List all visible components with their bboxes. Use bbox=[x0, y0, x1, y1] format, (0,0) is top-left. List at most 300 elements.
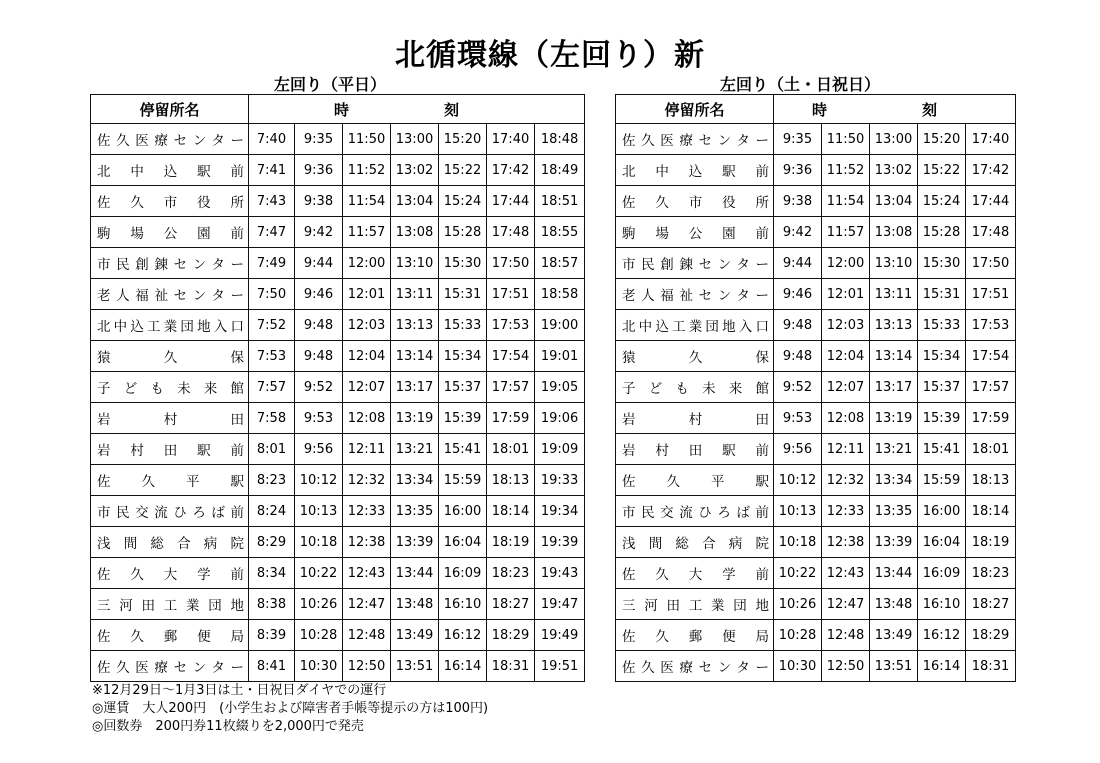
stop-name-cell: 佐久医療センター bbox=[616, 124, 774, 155]
time-cell: 11:54 bbox=[343, 186, 391, 217]
time-cell: 15:20 bbox=[918, 124, 966, 155]
time-cell: 13:04 bbox=[391, 186, 439, 217]
time-cell: 13:21 bbox=[391, 434, 439, 465]
time-cell: 13:39 bbox=[870, 527, 918, 558]
stop-name-cell: 子ども未来館 bbox=[616, 372, 774, 403]
weekday-subtitle: 左回り（平日） bbox=[273, 75, 386, 94]
time-cell: 13:35 bbox=[870, 496, 918, 527]
table-row bbox=[616, 558, 1016, 589]
time-cell: 18:55 bbox=[535, 217, 585, 248]
time-cell: 16:14 bbox=[439, 651, 487, 682]
stop-name-cell: 佐久大学前 bbox=[616, 558, 774, 589]
time-cell: 13:14 bbox=[391, 341, 439, 372]
notes bbox=[92, 682, 488, 736]
time-cell: 7:58 bbox=[249, 403, 295, 434]
time-cell: 19:01 bbox=[535, 341, 585, 372]
time-cell: 9:42 bbox=[295, 217, 343, 248]
time-cell: 15:59 bbox=[918, 465, 966, 496]
table-row bbox=[91, 279, 585, 310]
time-cell: 15:28 bbox=[439, 217, 487, 248]
time-cell: 13:49 bbox=[870, 620, 918, 651]
time-cell: 17:57 bbox=[966, 372, 1016, 403]
time-cell: 12:08 bbox=[343, 403, 391, 434]
time-cell: 13:02 bbox=[391, 155, 439, 186]
time-cell: 12:47 bbox=[343, 589, 391, 620]
time-cell: 9:38 bbox=[774, 186, 822, 217]
time-cell: 12:43 bbox=[343, 558, 391, 589]
stop-name-cell: 三河田工業団地 bbox=[91, 589, 249, 620]
time-cell: 18:13 bbox=[966, 465, 1016, 496]
time-cell: 12:33 bbox=[343, 496, 391, 527]
time-cell: 18:51 bbox=[535, 186, 585, 217]
time-cell: 15:37 bbox=[918, 372, 966, 403]
time-cell: 11:52 bbox=[822, 155, 870, 186]
time-cell: 17:44 bbox=[966, 186, 1016, 217]
time-cell: 19:34 bbox=[535, 496, 585, 527]
time-cell: 18:31 bbox=[966, 651, 1016, 682]
weekday-timetable bbox=[90, 94, 585, 682]
time-cell: 9:35 bbox=[774, 124, 822, 155]
stop-name-cell: 市民創錬センター bbox=[91, 248, 249, 279]
time-cell: 15:31 bbox=[439, 279, 487, 310]
time-cell: 13:51 bbox=[870, 651, 918, 682]
time-cell: 19:06 bbox=[535, 403, 585, 434]
time-cell: 16:09 bbox=[439, 558, 487, 589]
time-cell: 18:23 bbox=[487, 558, 535, 589]
time-cell: 9:44 bbox=[774, 248, 822, 279]
time-cell: 8:39 bbox=[249, 620, 295, 651]
time-cell: 13:44 bbox=[870, 558, 918, 589]
time-cell: 13:13 bbox=[870, 310, 918, 341]
time-cell: 10:30 bbox=[774, 651, 822, 682]
time-cell: 12:50 bbox=[343, 651, 391, 682]
time-cell: 17:48 bbox=[487, 217, 535, 248]
time-cell: 13:08 bbox=[391, 217, 439, 248]
table-row bbox=[91, 620, 585, 651]
time-cell: 17:50 bbox=[487, 248, 535, 279]
time-cell: 18:13 bbox=[487, 465, 535, 496]
stop-name-cell: 浅間総合病院 bbox=[91, 527, 249, 558]
table-row bbox=[91, 589, 585, 620]
stop-name-cell: 佐久大学前 bbox=[91, 558, 249, 589]
time-cell: 10:18 bbox=[774, 527, 822, 558]
table-row bbox=[91, 341, 585, 372]
table-row bbox=[616, 434, 1016, 465]
time-cell: 16:00 bbox=[439, 496, 487, 527]
time-cell: 15:41 bbox=[439, 434, 487, 465]
stop-name-cell: 老人福祉センター bbox=[616, 279, 774, 310]
time-cell: 16:12 bbox=[439, 620, 487, 651]
table-row bbox=[616, 527, 1016, 558]
time-cell: 19:39 bbox=[535, 527, 585, 558]
time-cell: 12:32 bbox=[822, 465, 870, 496]
table-row bbox=[91, 217, 585, 248]
stop-name-cell: 駒場公園前 bbox=[91, 217, 249, 248]
table-row bbox=[616, 155, 1016, 186]
time-cell: 9:48 bbox=[295, 341, 343, 372]
page-title: 北循環線（左回り）新 bbox=[395, 38, 705, 73]
time-cell: 13:44 bbox=[391, 558, 439, 589]
stop-name-cell: 浅間総合病院 bbox=[616, 527, 774, 558]
table-row bbox=[91, 558, 585, 589]
note-coupon: ◎回数券 200円券11枚綴りを2,000円で発売 bbox=[92, 719, 364, 734]
table-row bbox=[616, 310, 1016, 341]
time-cell: 10:18 bbox=[295, 527, 343, 558]
time-cell: 7:49 bbox=[249, 248, 295, 279]
time-cell: 8:34 bbox=[249, 558, 295, 589]
time-cell: 17:54 bbox=[487, 341, 535, 372]
time-cell: 17:59 bbox=[487, 403, 535, 434]
stop-name-cell: 市民交流ひろば前 bbox=[616, 496, 774, 527]
time-cell: 7:40 bbox=[249, 124, 295, 155]
time-cell: 13:17 bbox=[870, 372, 918, 403]
time-cell: 12:33 bbox=[822, 496, 870, 527]
time-cell: 11:57 bbox=[822, 217, 870, 248]
time-cell: 18:58 bbox=[535, 279, 585, 310]
time-cell: 17:50 bbox=[966, 248, 1016, 279]
time-cell: 19:33 bbox=[535, 465, 585, 496]
time-cell: 13:00 bbox=[870, 124, 918, 155]
time-cell: 16:10 bbox=[439, 589, 487, 620]
time-cell: 18:27 bbox=[966, 589, 1016, 620]
time-cell: 9:48 bbox=[774, 310, 822, 341]
time-cell: 18:27 bbox=[487, 589, 535, 620]
time-cell: 18:29 bbox=[966, 620, 1016, 651]
time-cell: 10:30 bbox=[295, 651, 343, 682]
time-column-header: 時 刻 bbox=[774, 95, 1016, 124]
time-cell: 15:41 bbox=[918, 434, 966, 465]
time-cell: 13:35 bbox=[391, 496, 439, 527]
time-cell: 12:50 bbox=[822, 651, 870, 682]
time-cell: 12:01 bbox=[343, 279, 391, 310]
time-cell: 16:10 bbox=[918, 589, 966, 620]
stop-name-cell: 佐久医療センター bbox=[91, 651, 249, 682]
time-cell: 8:23 bbox=[249, 465, 295, 496]
time-cell: 13:10 bbox=[391, 248, 439, 279]
stop-name-cell: 市民創錬センター bbox=[616, 248, 774, 279]
table-row bbox=[616, 403, 1016, 434]
time-cell: 17:48 bbox=[966, 217, 1016, 248]
table-row bbox=[91, 186, 585, 217]
time-cell: 13:08 bbox=[870, 217, 918, 248]
time-cell: 13:17 bbox=[391, 372, 439, 403]
time-cell: 13:02 bbox=[870, 155, 918, 186]
time-cell: 12:00 bbox=[343, 248, 391, 279]
note-fare: ◎運賃 大人200円 (小学生および障害者手帳等提示の方は100円) bbox=[92, 701, 489, 716]
stop-name-cell: 佐久医療センター bbox=[616, 651, 774, 682]
stop-name-cell: 老人福祉センター bbox=[91, 279, 249, 310]
time-cell: 16:04 bbox=[439, 527, 487, 558]
table-row bbox=[91, 124, 585, 155]
time-cell: 15:31 bbox=[918, 279, 966, 310]
time-cell: 15:22 bbox=[918, 155, 966, 186]
time-cell: 9:44 bbox=[295, 248, 343, 279]
time-cell: 18:14 bbox=[966, 496, 1016, 527]
stop-name-cell: 佐久市役所 bbox=[616, 186, 774, 217]
table-row bbox=[616, 372, 1016, 403]
time-cell: 18:49 bbox=[535, 155, 585, 186]
time-cell: 15:59 bbox=[439, 465, 487, 496]
time-cell: 9:46 bbox=[295, 279, 343, 310]
time-cell: 12:48 bbox=[822, 620, 870, 651]
time-cell: 9:53 bbox=[295, 403, 343, 434]
time-cell: 12:04 bbox=[343, 341, 391, 372]
time-cell: 12:32 bbox=[343, 465, 391, 496]
time-cell: 15:34 bbox=[918, 341, 966, 372]
time-cell: 12:38 bbox=[822, 527, 870, 558]
time-cell: 19:00 bbox=[535, 310, 585, 341]
time-cell: 12:11 bbox=[343, 434, 391, 465]
table-row bbox=[91, 155, 585, 186]
time-cell: 15:33 bbox=[918, 310, 966, 341]
time-cell: 9:48 bbox=[295, 310, 343, 341]
time-cell: 17:40 bbox=[487, 124, 535, 155]
time-cell: 17:42 bbox=[966, 155, 1016, 186]
table-row bbox=[616, 620, 1016, 651]
stop-name-cell: 岩村田駅前 bbox=[616, 434, 774, 465]
time-cell: 10:13 bbox=[295, 496, 343, 527]
time-cell: 17:53 bbox=[487, 310, 535, 341]
stop-name-cell: 佐久平駅 bbox=[616, 465, 774, 496]
stop-name-cell: 北中込工業団地入口 bbox=[616, 310, 774, 341]
table-row bbox=[616, 651, 1016, 682]
stop-name-cell: 三河田工業団地 bbox=[616, 589, 774, 620]
time-cell: 18:01 bbox=[487, 434, 535, 465]
time-cell: 16:12 bbox=[918, 620, 966, 651]
time-cell: 13:48 bbox=[391, 589, 439, 620]
stop-column-header: 停留所名 bbox=[616, 95, 774, 124]
stop-name-cell: 佐久市役所 bbox=[91, 186, 249, 217]
stop-name-cell: 佐久郵便局 bbox=[91, 620, 249, 651]
time-cell: 15:22 bbox=[439, 155, 487, 186]
time-cell: 17:54 bbox=[966, 341, 1016, 372]
table-row bbox=[91, 496, 585, 527]
time-cell: 10:13 bbox=[774, 496, 822, 527]
time-cell: 10:28 bbox=[295, 620, 343, 651]
time-cell: 7:41 bbox=[249, 155, 295, 186]
time-cell: 15:30 bbox=[439, 248, 487, 279]
time-cell: 12:07 bbox=[343, 372, 391, 403]
time-cell: 12:38 bbox=[343, 527, 391, 558]
time-cell: 7:57 bbox=[249, 372, 295, 403]
note-holiday-schedule: ※12月29日～1月3日は土・日祝日ダイヤでの運行 bbox=[92, 683, 387, 698]
stop-name-cell: 猿久保 bbox=[616, 341, 774, 372]
time-cell: 12:43 bbox=[822, 558, 870, 589]
table-row bbox=[91, 248, 585, 279]
stop-name-cell: 佐久医療センター bbox=[91, 124, 249, 155]
time-cell: 17:57 bbox=[487, 372, 535, 403]
time-cell: 15:28 bbox=[918, 217, 966, 248]
time-cell: 13:04 bbox=[870, 186, 918, 217]
time-cell: 13:11 bbox=[391, 279, 439, 310]
time-cell: 18:29 bbox=[487, 620, 535, 651]
time-cell: 19:51 bbox=[535, 651, 585, 682]
table-row bbox=[616, 279, 1016, 310]
time-cell: 19:49 bbox=[535, 620, 585, 651]
time-cell: 9:52 bbox=[774, 372, 822, 403]
time-cell: 12:00 bbox=[822, 248, 870, 279]
time-cell: 13:34 bbox=[391, 465, 439, 496]
time-cell: 13:39 bbox=[391, 527, 439, 558]
time-cell: 12:04 bbox=[822, 341, 870, 372]
stop-name-cell: 市民交流ひろば前 bbox=[91, 496, 249, 527]
time-cell: 9:53 bbox=[774, 403, 822, 434]
time-cell: 19:43 bbox=[535, 558, 585, 589]
stop-name-cell: 岩村田 bbox=[91, 403, 249, 434]
holiday-subtitle: 左回り（土・日祝日） bbox=[719, 75, 880, 94]
time-cell: 10:22 bbox=[295, 558, 343, 589]
time-cell: 10:22 bbox=[774, 558, 822, 589]
time-cell: 11:57 bbox=[343, 217, 391, 248]
time-cell: 12:07 bbox=[822, 372, 870, 403]
time-cell: 9:46 bbox=[774, 279, 822, 310]
time-cell: 13:21 bbox=[870, 434, 918, 465]
time-cell: 12:03 bbox=[343, 310, 391, 341]
table-header-row bbox=[616, 95, 1016, 124]
time-cell: 13:19 bbox=[870, 403, 918, 434]
time-cell: 19:05 bbox=[535, 372, 585, 403]
time-cell: 8:38 bbox=[249, 589, 295, 620]
time-cell: 9:38 bbox=[295, 186, 343, 217]
time-cell: 15:34 bbox=[439, 341, 487, 372]
time-cell: 7:50 bbox=[249, 279, 295, 310]
time-cell: 11:52 bbox=[343, 155, 391, 186]
table-row bbox=[91, 403, 585, 434]
time-cell: 12:01 bbox=[822, 279, 870, 310]
weekday-rows bbox=[91, 124, 585, 682]
time-cell: 9:56 bbox=[295, 434, 343, 465]
table-row bbox=[91, 465, 585, 496]
time-cell: 13:10 bbox=[870, 248, 918, 279]
time-cell: 9:42 bbox=[774, 217, 822, 248]
time-cell: 18:31 bbox=[487, 651, 535, 682]
time-cell: 10:26 bbox=[295, 589, 343, 620]
time-cell: 11:50 bbox=[343, 124, 391, 155]
time-cell: 18:23 bbox=[966, 558, 1016, 589]
time-cell: 17:51 bbox=[966, 279, 1016, 310]
time-cell: 17:59 bbox=[966, 403, 1016, 434]
stop-name-cell: 北中込駅前 bbox=[91, 155, 249, 186]
time-cell: 17:51 bbox=[487, 279, 535, 310]
time-cell: 15:24 bbox=[439, 186, 487, 217]
stop-name-cell: 駒場公園前 bbox=[616, 217, 774, 248]
time-cell: 18:14 bbox=[487, 496, 535, 527]
time-cell: 13:19 bbox=[391, 403, 439, 434]
time-cell: 12:47 bbox=[822, 589, 870, 620]
time-cell: 16:00 bbox=[918, 496, 966, 527]
time-cell: 12:03 bbox=[822, 310, 870, 341]
time-cell: 10:28 bbox=[774, 620, 822, 651]
time-cell: 7:53 bbox=[249, 341, 295, 372]
time-cell: 15:30 bbox=[918, 248, 966, 279]
stop-column-header: 停留所名 bbox=[91, 95, 249, 124]
time-cell: 11:54 bbox=[822, 186, 870, 217]
time-cell: 10:26 bbox=[774, 589, 822, 620]
table-row bbox=[616, 496, 1016, 527]
time-cell: 7:47 bbox=[249, 217, 295, 248]
stop-name-cell: 岩村田 bbox=[616, 403, 774, 434]
table-row bbox=[616, 465, 1016, 496]
time-cell: 17:44 bbox=[487, 186, 535, 217]
time-cell: 19:09 bbox=[535, 434, 585, 465]
time-cell: 13:34 bbox=[870, 465, 918, 496]
time-cell: 19:47 bbox=[535, 589, 585, 620]
time-cell: 13:48 bbox=[870, 589, 918, 620]
time-cell: 13:11 bbox=[870, 279, 918, 310]
time-cell: 15:24 bbox=[918, 186, 966, 217]
table-row bbox=[616, 589, 1016, 620]
time-cell: 15:20 bbox=[439, 124, 487, 155]
stop-name-cell: 子ども未来館 bbox=[91, 372, 249, 403]
table-row bbox=[616, 341, 1016, 372]
time-cell: 7:52 bbox=[249, 310, 295, 341]
stop-name-cell: 北中込工業団地入口 bbox=[91, 310, 249, 341]
time-cell: 13:51 bbox=[391, 651, 439, 682]
time-cell: 16:14 bbox=[918, 651, 966, 682]
table-row bbox=[91, 434, 585, 465]
time-cell: 12:08 bbox=[822, 403, 870, 434]
time-cell: 15:39 bbox=[918, 403, 966, 434]
time-cell: 12:11 bbox=[822, 434, 870, 465]
stop-name-cell: 佐久平駅 bbox=[91, 465, 249, 496]
time-cell: 9:52 bbox=[295, 372, 343, 403]
time-cell: 9:36 bbox=[295, 155, 343, 186]
time-cell: 18:19 bbox=[487, 527, 535, 558]
holiday-rows bbox=[616, 124, 1016, 682]
stop-name-cell: 岩村田駅前 bbox=[91, 434, 249, 465]
stop-name-cell: 北中込駅前 bbox=[616, 155, 774, 186]
time-cell: 10:12 bbox=[295, 465, 343, 496]
time-cell: 8:24 bbox=[249, 496, 295, 527]
time-cell: 18:01 bbox=[966, 434, 1016, 465]
time-cell: 7:43 bbox=[249, 186, 295, 217]
time-cell: 9:35 bbox=[295, 124, 343, 155]
time-column-header: 時 刻 bbox=[249, 95, 585, 124]
table-row bbox=[91, 651, 585, 682]
time-cell: 15:37 bbox=[439, 372, 487, 403]
time-cell: 17:53 bbox=[966, 310, 1016, 341]
table-row bbox=[91, 372, 585, 403]
table-row bbox=[91, 310, 585, 341]
time-cell: 10:12 bbox=[774, 465, 822, 496]
time-cell: 13:49 bbox=[391, 620, 439, 651]
holiday-timetable bbox=[615, 94, 1016, 682]
time-cell: 16:04 bbox=[918, 527, 966, 558]
table-row bbox=[91, 527, 585, 558]
time-cell: 9:48 bbox=[774, 341, 822, 372]
time-cell: 12:48 bbox=[343, 620, 391, 651]
time-cell: 15:33 bbox=[439, 310, 487, 341]
time-cell: 8:01 bbox=[249, 434, 295, 465]
time-cell: 17:42 bbox=[487, 155, 535, 186]
time-cell: 13:13 bbox=[391, 310, 439, 341]
table-header-row bbox=[91, 95, 585, 124]
stop-name-cell: 佐久郵便局 bbox=[616, 620, 774, 651]
time-cell: 18:48 bbox=[535, 124, 585, 155]
time-cell: 8:29 bbox=[249, 527, 295, 558]
time-cell: 9:56 bbox=[774, 434, 822, 465]
time-cell: 18:19 bbox=[966, 527, 1016, 558]
table-row bbox=[616, 124, 1016, 155]
table-row bbox=[616, 248, 1016, 279]
time-cell: 18:57 bbox=[535, 248, 585, 279]
table-row bbox=[616, 217, 1016, 248]
time-cell: 13:14 bbox=[870, 341, 918, 372]
time-cell: 8:41 bbox=[249, 651, 295, 682]
table-row bbox=[616, 186, 1016, 217]
time-cell: 17:40 bbox=[966, 124, 1016, 155]
time-cell: 9:36 bbox=[774, 155, 822, 186]
